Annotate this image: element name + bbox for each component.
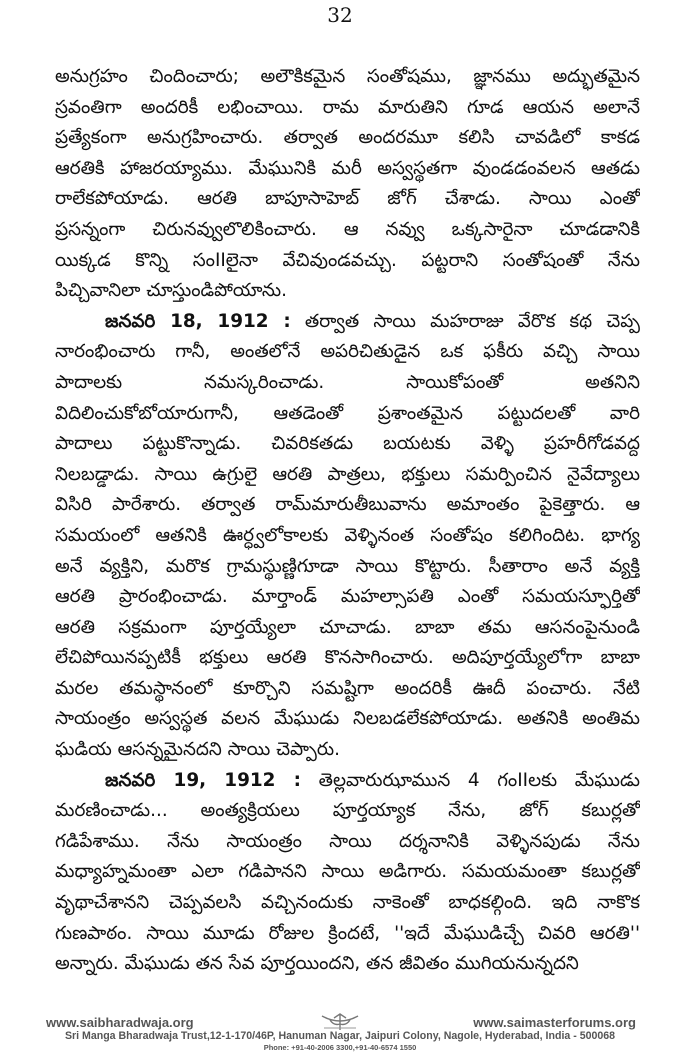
- text-line: పిచ్చివానిలా చూస్తుండిపోయాను.: [55, 280, 287, 302]
- text-line: విసిరి పారేశారు. తర్వాత రామ్‌మారుతీబువాను అమాంతం పైకెత్తారు. ఆ: [55, 494, 640, 516]
- text-line: గుణపాఠం. సాయి మూడు రోజుల క్రిందటే, ''ఇదే మేఘుడిచ్చే చివరి ఆరతి'': [55, 922, 640, 944]
- text-line: ఆరతికి హాజరయ్యాము. మేఘునికి మరీ అస్వస్థతగా వుండడంవలన ఆతడు: [55, 157, 640, 179]
- paragraph-1: [55, 62, 640, 307]
- text-line: నిలబడ్డాడు. సాయి ఉగ్రులై ఆరతి పాత్రలు, భక్తులు సమర్పించిన నైవేద్యాలు: [55, 463, 640, 485]
- paragraph-2: [55, 307, 640, 766]
- text-line: వృథాచేశానని చెప్పవలసి వచ్చినందుకు నాకెంతో బాధకల్గింది. ఇది నాకొక: [55, 892, 640, 914]
- footer-phone: Phone: +91-40-2006 3300,+91-40-6574 1550: [263, 1043, 417, 1052]
- paragraph-text: తెల్లవారుఝామున 4 గంIIలకు మేఘుడు: [301, 769, 640, 791]
- paragraph-3: [55, 766, 640, 980]
- text-line: ప్రత్యేకంగా అనుగ్రహించారు. తర్వాత అందరమూ కలిసి చావడిలో కాకడ: [55, 127, 640, 149]
- text-line: ఘడియ ఆసన్నమైనదని సాయి చెప్పారు.: [55, 739, 340, 761]
- paragraph-3-first-line: [55, 766, 640, 797]
- page-footer: [0, 1012, 680, 1054]
- date-heading: జనవరి 19, 1912 :: [105, 769, 302, 791]
- text-line: మధ్యాహ్నమంతా ఎలా గడిపానని సాయి అడిగారు. సమయమంతా కబుర్లతో: [55, 861, 640, 883]
- document-body: [55, 62, 640, 980]
- text-line: అన్నారు. మేఘుడు తన సేవ పూర్తయిందని, తన జీవితం ముగియనున్నదని: [55, 953, 579, 975]
- text-line: స్రవంతిగా అందరికీ లభించాయి. రామ మారుతిని గూడ ఆయన అలానే: [55, 96, 640, 118]
- website-link-left[interactable]: www.saibharadwaja.org: [46, 1015, 194, 1030]
- text-line: ప్రసన్నంగా చిరునవ్వులొలికించారు. ఆ నవ్వు ఒక్కసారైనా చూడడానికి: [55, 218, 640, 240]
- page-number: 32: [327, 3, 353, 27]
- text-line: గడిపేశాము. నేను సాయంత్రం సాయి దర్శనానికి వెళ్ళినపుడు నేను: [55, 830, 640, 852]
- text-line: మరల తమస్థానంలో కూర్చొని సమష్టిగా అందరికీ ఊదీ పంచారు. నేటి: [55, 677, 640, 699]
- trident-logo-icon: [318, 1012, 362, 1032]
- date-heading: జనవరి 18, 1912 :: [105, 310, 291, 332]
- website-link-right[interactable]: www.saimasterforums.org: [473, 1015, 636, 1030]
- text-line: సాయంత్రం అస్వస్థత వలన మేఘుడు నిలబడలేకపోయాడు. అతనికి అంతిమ: [55, 708, 640, 730]
- text-line: ఆరతి ప్రారంభించాడు. మార్తాండ్ మహల్సాపతి ఎంతో సమయస్ఫూర్తితో: [55, 586, 640, 608]
- paragraph-text: తర్వాత సాయి మహరాజు వేరొక కథ చెప్ప: [290, 310, 640, 332]
- text-line: అనుగ్రహం చిందించారు; అలౌకికమైన సంతోషము, జ్ఞానము అద్భుతమైన: [55, 66, 640, 87]
- text-line: యిక్కడ కొన్ని సంIIలైనా వేచివుండవచ్చు. పట్టరాని సంతోషంతో నేను: [55, 249, 640, 271]
- text-line: ఆరతి సక్రమంగా పూర్తయ్యేలా చూచాడు. బాబా తమ ఆసనంపైనుండి: [55, 616, 640, 638]
- text-line: లేచిపోయినప్పటికీ భక్తులు ఆరతి కొనసాగించారు. అదిపూర్తయ్యేలోగా బాబా: [55, 647, 640, 669]
- text-line: అనే వ్యక్తిని, మరొక గ్రామస్థుణ్ణిగూడా సాయి కొట్టారు. సీతారాం అనే వ్యక్తి: [55, 555, 640, 577]
- text-line: రాలేకపోయాడు. ఆరతి బాపూసాహెబ్ జోగ్ చేశాడు. సాయి ఎంతో: [55, 188, 640, 210]
- text-line: సమయంలో ఆతనికి ఊర్ధ్వలోకాలకు వెళ్ళినంత సంతోషం కలిగిందిట. భాగ్య: [55, 524, 640, 546]
- footer-address: Sri Manga Bharadwaja Trust,12-1-170/46P, Hanuman Nagar, Jaipuri Colony, Nagole, Hyderabad, India - 500068: [64, 1030, 616, 1042]
- text-line: పాదాలకు నమస్కరించాడు. సాయికోపంతో అతనిని: [55, 371, 640, 393]
- text-line: విదిలించుకోబోయారుగానీ, ఆతడెంతో ప్రశాంతమైన పట్టుదలతో వారి: [55, 402, 640, 424]
- text-line: మరణించాడు... అంత్యక్రియలు పూర్తయ్యాక నేను, జోగ్ కబుర్లతో: [55, 800, 640, 822]
- paragraph-2-first-line: [55, 307, 640, 338]
- text-line: నారంభించారు గానీ, అంతలోనే అపరిచితుడైన ఒక ఫకీరు వచ్చి సాయి: [55, 341, 640, 363]
- text-line: పాదాలు పట్టుకొన్నాడు. చివరికతడు బయటకు వెళ్ళి ప్రహరీగోడవద్ద: [55, 433, 640, 455]
